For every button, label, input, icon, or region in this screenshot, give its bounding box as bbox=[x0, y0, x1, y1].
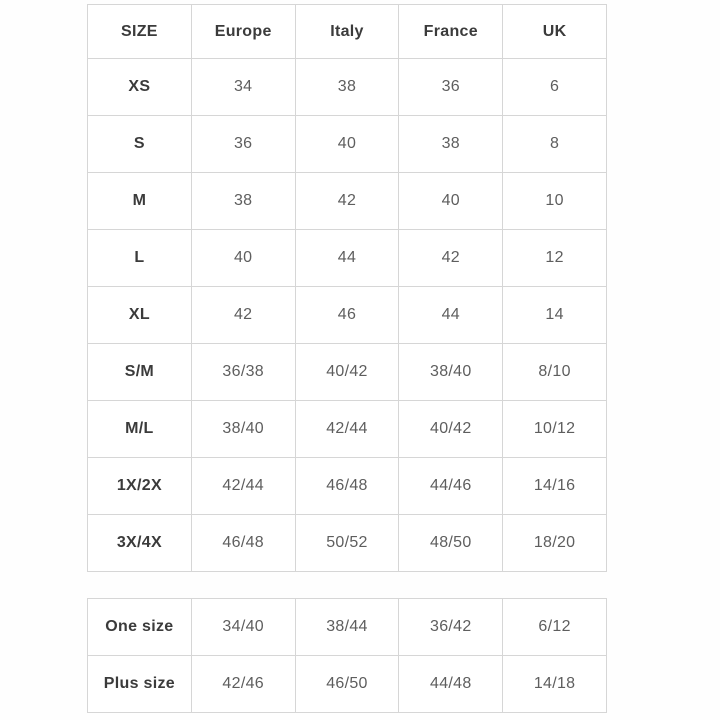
table-row-s-m bbox=[88, 344, 607, 401]
uk-value: 10/12 bbox=[503, 401, 607, 458]
france-value: 44 bbox=[399, 287, 503, 344]
france-value: 48/50 bbox=[399, 515, 503, 572]
italy-value: 38 bbox=[295, 59, 399, 116]
table-row-1x-2x bbox=[88, 458, 607, 515]
size-label: One size bbox=[88, 599, 192, 656]
size-label: S/M bbox=[88, 344, 192, 401]
uk-value: 6/12 bbox=[503, 599, 607, 656]
uk-value: 14/18 bbox=[503, 656, 607, 713]
column-header-france: France bbox=[399, 5, 503, 59]
size-label: XS bbox=[88, 59, 192, 116]
size-conversion-table bbox=[87, 4, 607, 572]
italy-value: 46/48 bbox=[295, 458, 399, 515]
size-label: Plus size bbox=[88, 656, 192, 713]
uk-value: 6 bbox=[503, 59, 607, 116]
table-row-s bbox=[88, 116, 607, 173]
special-sizes-table bbox=[87, 598, 607, 713]
size-label: XL bbox=[88, 287, 192, 344]
europe-value: 40 bbox=[191, 230, 295, 287]
italy-value: 40 bbox=[295, 116, 399, 173]
size-label: M bbox=[88, 173, 192, 230]
france-value: 38 bbox=[399, 116, 503, 173]
uk-value: 12 bbox=[503, 230, 607, 287]
size-table-body bbox=[88, 59, 607, 572]
size-label: M/L bbox=[88, 401, 192, 458]
column-header-europe: Europe bbox=[191, 5, 295, 59]
italy-value: 50/52 bbox=[295, 515, 399, 572]
size-table-header bbox=[88, 5, 607, 59]
france-value: 40/42 bbox=[399, 401, 503, 458]
uk-value: 14/16 bbox=[503, 458, 607, 515]
special-sizes-table-body bbox=[88, 599, 607, 713]
italy-value: 38/44 bbox=[295, 599, 399, 656]
europe-value: 36 bbox=[191, 116, 295, 173]
table-row-xs bbox=[88, 59, 607, 116]
europe-value: 36/38 bbox=[191, 344, 295, 401]
france-value: 44/48 bbox=[399, 656, 503, 713]
table-row-m bbox=[88, 173, 607, 230]
europe-value: 34/40 bbox=[191, 599, 295, 656]
column-header-uk: UK bbox=[503, 5, 607, 59]
uk-value: 10 bbox=[503, 173, 607, 230]
france-value: 36 bbox=[399, 59, 503, 116]
italy-value: 40/42 bbox=[295, 344, 399, 401]
column-header-size: SIZE bbox=[88, 5, 192, 59]
france-value: 42 bbox=[399, 230, 503, 287]
france-value: 36/42 bbox=[399, 599, 503, 656]
italy-value: 42/44 bbox=[295, 401, 399, 458]
size-label: L bbox=[88, 230, 192, 287]
column-header-italy: Italy bbox=[295, 5, 399, 59]
uk-value: 8 bbox=[503, 116, 607, 173]
size-label: S bbox=[88, 116, 192, 173]
france-value: 44/46 bbox=[399, 458, 503, 515]
size-label: 1X/2X bbox=[88, 458, 192, 515]
header-row bbox=[88, 5, 607, 59]
italy-value: 42 bbox=[295, 173, 399, 230]
france-value: 40 bbox=[399, 173, 503, 230]
europe-value: 42 bbox=[191, 287, 295, 344]
table-row-3x-4x bbox=[88, 515, 607, 572]
europe-value: 38 bbox=[191, 173, 295, 230]
size-label: 3X/4X bbox=[88, 515, 192, 572]
uk-value: 18/20 bbox=[503, 515, 607, 572]
europe-value: 46/48 bbox=[191, 515, 295, 572]
italy-value: 44 bbox=[295, 230, 399, 287]
table-row-xl bbox=[88, 287, 607, 344]
italy-value: 46 bbox=[295, 287, 399, 344]
table-row-l bbox=[88, 230, 607, 287]
table-row-m-l bbox=[88, 401, 607, 458]
uk-value: 14 bbox=[503, 287, 607, 344]
europe-value: 42/46 bbox=[191, 656, 295, 713]
europe-value: 42/44 bbox=[191, 458, 295, 515]
italy-value: 46/50 bbox=[295, 656, 399, 713]
table-row-plus-size bbox=[88, 656, 607, 713]
france-value: 38/40 bbox=[399, 344, 503, 401]
table-row-one-size bbox=[88, 599, 607, 656]
uk-value: 8/10 bbox=[503, 344, 607, 401]
europe-value: 34 bbox=[191, 59, 295, 116]
europe-value: 38/40 bbox=[191, 401, 295, 458]
